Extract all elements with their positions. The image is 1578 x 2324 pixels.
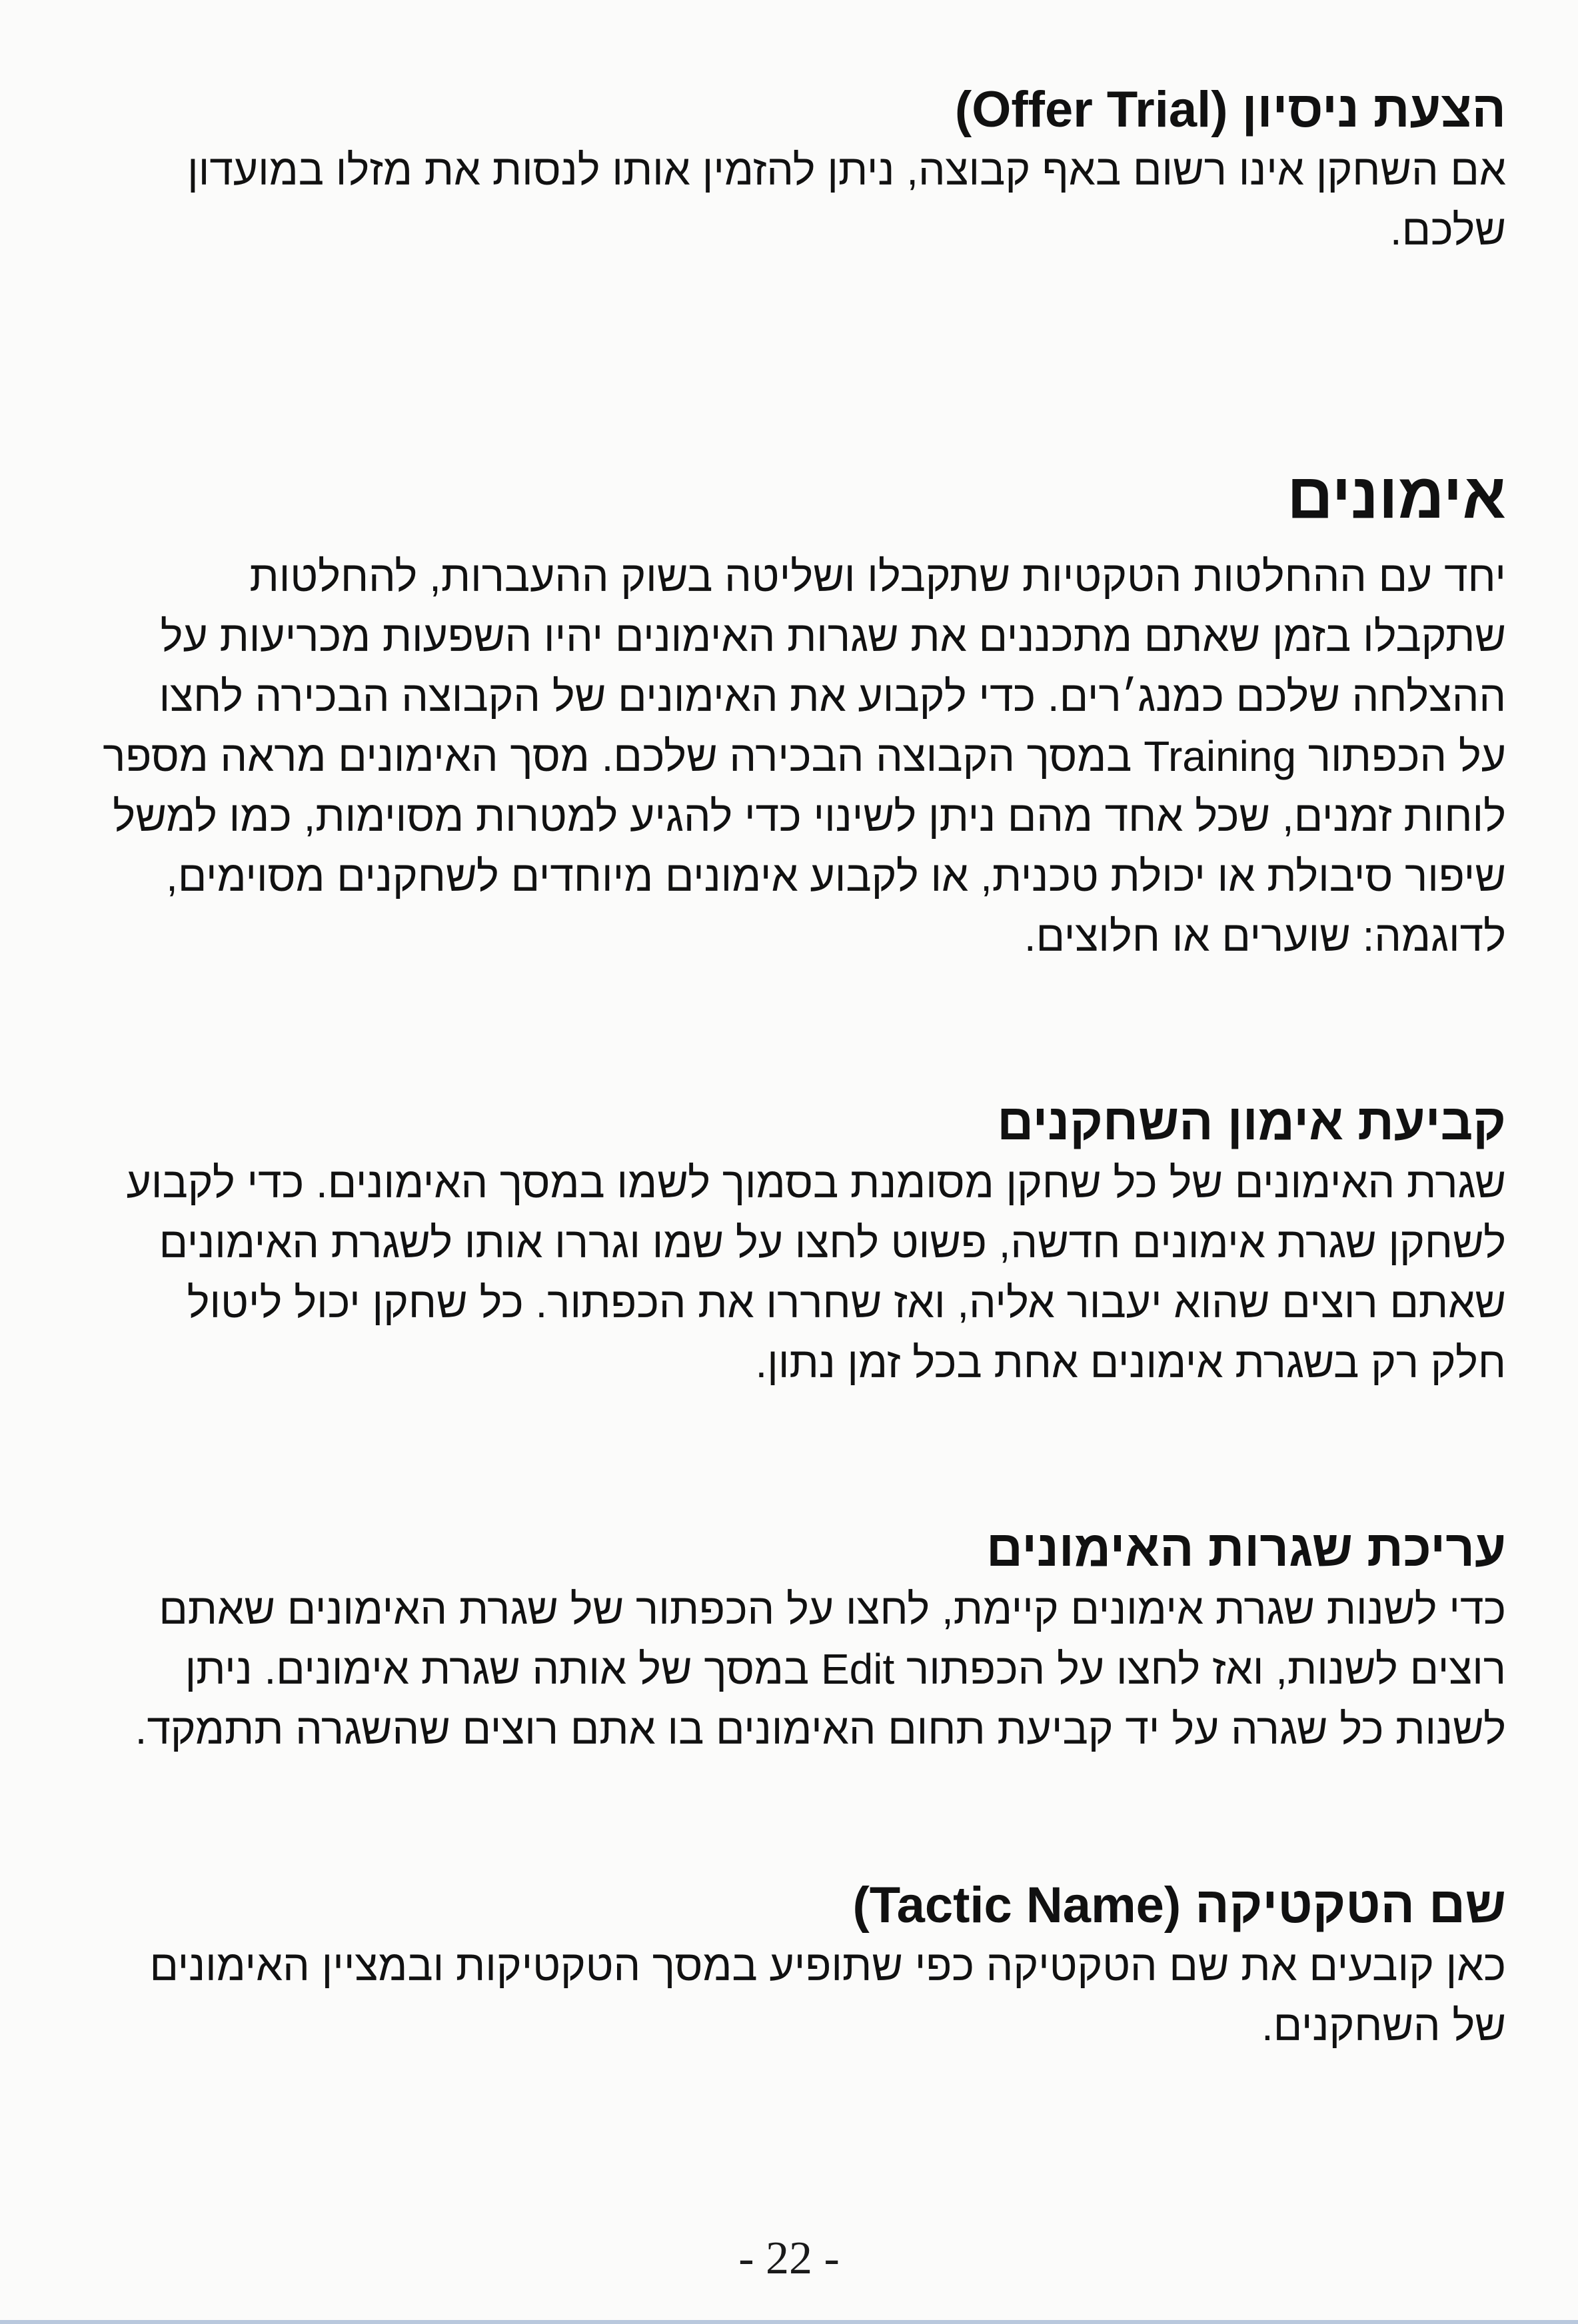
section-offer-trial <box>100 80 1506 260</box>
section-training <box>100 460 1506 966</box>
page-number: - 22 - <box>738 2233 840 2284</box>
section-heading: הצעת ניסיון (Offer Trial) <box>954 81 1506 138</box>
section-paragraph: יחד עם ההחלטות הטקטיות שתקבלו ושליטה בשוק ההעברות, להחלטות שתקבלו בזמן שאתם מתכננים את שגרות האימונים יהיו השפעות מכריעות על ההצלחה שלכם כמנג׳רים. כדי לקבוע את האימונים של הקבוצה הבכירה לחצו על הכפתור Training במסך הקבוצה הבכירה שלכם. מסך האימונים מראה מספר לוחות זמנים, שכל אחד מהם ניתן לשינוי כדי להגיע למטרות מסוימות, כמו למשל שיפור סיבולת או יכולת טכנית, או לקבוע אימונים מיוחדים לשחקנים מסוימים, לדוגמה: שוערים או חלוצים. <box>103 552 1506 960</box>
section-paragraph: כדי לשנות שגרת אימונים קיימת, לחצו על הכפתור של שגרת האימונים שאתם רוצים לשנות, ואז לחצו על הכפתור Edit במסך של אותה שגרת אימונים. ניתן לשנות כל שגרה על יד קביעת תחום האימונים בו אתם רוצים שהשגרה תתמקד. <box>135 1585 1506 1753</box>
section-edit-schedules <box>100 1519 1506 1759</box>
section-paragraph: שגרת האימונים של כל שחקן מסומנת בסמוך לשמו במסך האימונים. כדי לקבוע לשחקן שגרת אימונים חדשה, פשוט לחצו על שמו וגררו אותו לשגרת האימונים שאתם רוצים שהוא יעבור אליה, ואז שחררו את הכפתור. כל שחקן יכול ליטול חלק רק בשגרת אימונים אחת בכל זמן נתון. <box>126 1159 1506 1387</box>
page-bottom-edge <box>0 2320 1578 2324</box>
section-heading: שם הטקטיקה (Tactic Name) <box>852 1877 1506 1934</box>
section-paragraph: אם השחקן אינו רשום באף קבוצה, ניתן להזמין אותו לנסות את מזלו במועדון שלכם. <box>187 146 1506 254</box>
section-heading: קביעת אימון השחקנים <box>997 1094 1506 1151</box>
section-tactic-name <box>100 1876 1506 2055</box>
section-heading: עריכת שגרות האימונים <box>986 1520 1506 1577</box>
section-player-training <box>100 1093 1506 1393</box>
section-heading: אימונים <box>1287 460 1506 532</box>
section-paragraph: כאן קובעים את שם הטקטיקה כפי שתופיע במסך הטקטיקות ובמציין האימונים של השחקנים. <box>149 1942 1506 2049</box>
